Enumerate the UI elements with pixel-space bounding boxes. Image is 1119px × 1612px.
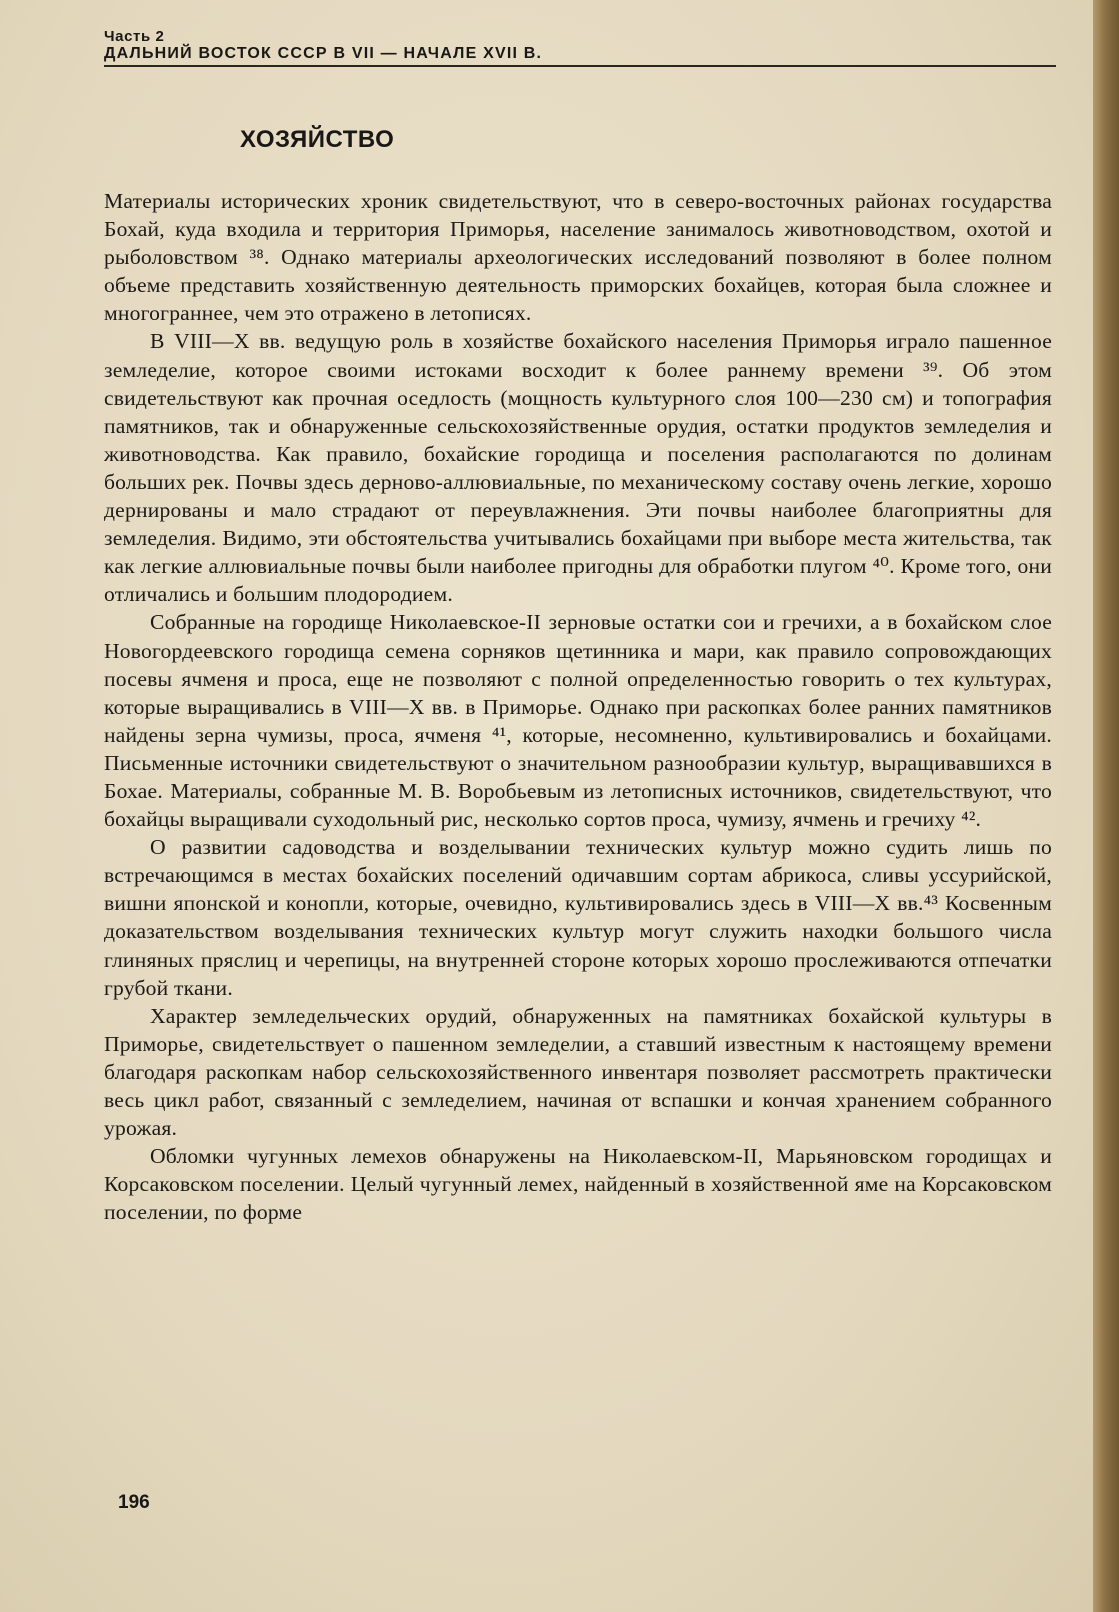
page-edge: [1093, 0, 1119, 1612]
paragraph: Обломки чугунных лемехов обнаружены на Николаевском-II, Марьяновском городищах и Корсаковском поселении. Целый чугунный лемех, найденный в хозяйственной яме на Корсаковском поселении, по форме: [104, 1144, 1052, 1225]
body-text: [104, 187, 1052, 1226]
paragraph: О развитии садоводства и возделывании технических культур можно судить лишь по встречающимся в местах бохайских поселений одичавшим сортам абрикоса, сливы уссурийской, вишни японской и конопли, которые, очевидно, культивировались здесь в VIII—X вв.⁴³ Косвенным доказательством возделывания технических культур могут служить находки большого числа глиняных пряслиц и черепицы, на внутренней стороне которых хорошо прослеживаются отпечатки грубой ткани.: [104, 835, 1052, 1000]
paragraph: В VIII—X вв. ведущую роль в хозяйстве бохайского населения Приморья играло пашенное земледелие, которое своими истоками восходит к более раннему времени ³⁹. Об этом свидетельствуют как прочная оседлость (мощность культурного слоя 100—230 см) и топография памятников, так и обнаруженные сельскохозяйственные орудия, остатки продуктов земледелия и животноводства. Как правило, бохайские городища и поселения располагаются по долинам больших рек. Почвы здесь дерново-аллювиальные, по механическому составу очень легкие, хорошо дернированы и мало страдают от переувлажнения. Эти почвы наиболее благоприятны для земледелия. Видимо, эти обстоятельства учитывались бохайцами при выборе места жительства, так как легкие аллювиальные почвы были наиболее пригодны для обработки плугом ⁴⁰. Кроме того, они отличались и большим плодородием.: [104, 329, 1052, 607]
header-part: Часть 2: [104, 28, 165, 45]
paragraph: Собранные на городище Николаевское-II зерновые остатки сои и гречихи, а в бохайском слое Новогордеевского городища семена сорняков щетинника и мари, как правило сопровождающих посевы ячменя и проса, еще не позволяют с полной определенностью говорить о тех культурах, которые выращивались в VIII—X вв. в Приморье. Однако при раскопках более ранних памятников найдены зерна чумизы, проса, ячменя ⁴¹, которые, несомненно, культивировались и бохайцами. Письменные источники свидетельствуют о значительном разнообразии культур, выращивавшихся в Бохае. Материалы, собранные М. В. Воробьевым из летописных источников, свидетельствуют, что бохайцы выращивали суходольный рис, несколько сортов проса, чумизу, ячмень и гречиху ⁴².: [104, 610, 1052, 832]
header-chapter: ДАЛЬНИЙ ВОСТОК СССР В VII — НАЧАЛЕ XVII В.: [104, 45, 543, 62]
paragraph: Материалы исторических хроник свидетельствуют, что в северо-восточных районах государства Бохай, куда входила и территория Приморья, население занималось животноводством, охотой и рыболовством ³⁸. Однако материалы археологических исследований позволяют в более полном объеме представить хозяйственную деятельность приморских бохайцев, которая была сложнее и многограннее, чем это отражено в летописях.: [104, 189, 1052, 326]
running-header: [104, 28, 1056, 62]
paragraph: Характер земледельческих орудий, обнаруженных на памятниках бохайской культуры в Приморье, свидетельствует о пашенном земледелии, а ставший известным к настоящему времени благодаря раскопкам набор сельскохозяйственного инвентаря позволяет рассмотреть практически весь цикл работ, связанный с земледелием, начиная от вспашки и кончая хранением собранного урожая.: [104, 1003, 1052, 1141]
header-rule: [104, 65, 1056, 67]
page-number: 196: [118, 1492, 150, 1513]
section-title: ХОЗЯЙСТВО: [240, 126, 395, 153]
